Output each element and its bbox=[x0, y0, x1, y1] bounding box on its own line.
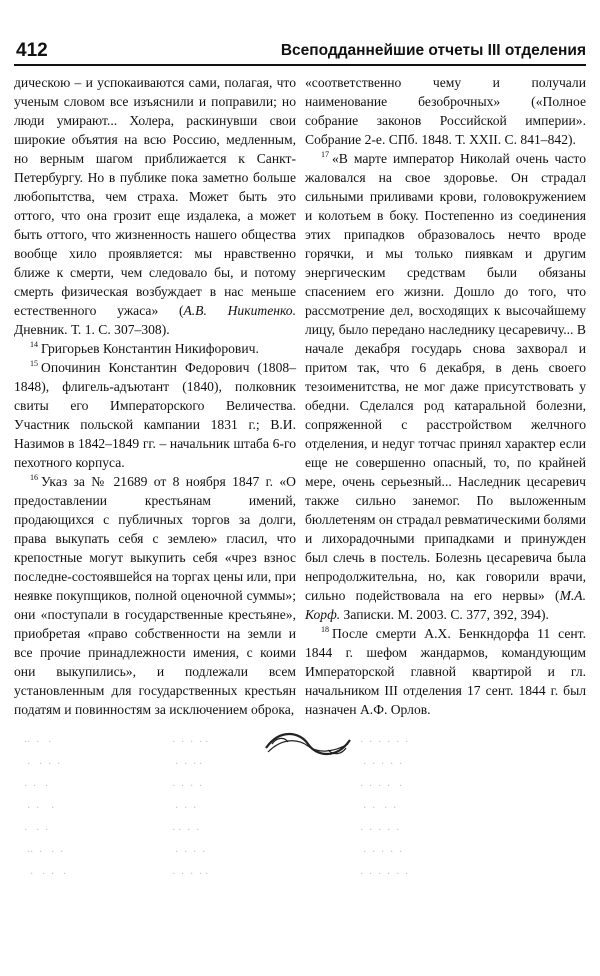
footnote-14 bbox=[14, 339, 296, 358]
right-column bbox=[305, 73, 586, 719]
footnote-number: 15 bbox=[30, 359, 38, 369]
footnote-number: 14 bbox=[30, 340, 38, 350]
footnote-15 bbox=[14, 358, 296, 472]
footnote-text: После смерти А.Х. Бенкндорфа 11 сент. 1844 г. шефом жандармов, командующим Императорской главной квартирой и гл. начальником III отделения 17 сент. 1844 г. был назначен А.Ф. Орлов. bbox=[305, 626, 586, 717]
page-number: 412 bbox=[16, 40, 48, 61]
footnote-number: 16 bbox=[30, 473, 38, 483]
footnote-text: «соответственно чему и получали наименование безоброчных» («Полное собрание законов Российской империи». Собрание 2-е. СПб. 1848. Т. XXII. С. 841–842). bbox=[305, 75, 586, 147]
bleed-through-middle: · · · · · · · · · · · · · · · · · · · · · · · · · · · · · bbox=[172, 734, 208, 880]
text-paragraph bbox=[14, 73, 296, 339]
footnote-text: «В марте император Николай очень часто жаловался на свое здоровье. Он страдал сильными приливами крови, головокружением и колотьем в боку. Постепенно из соединения этих припадков образовалось нечто вроде горячки, и мы только пиявкам и другим энергическим средствам были обязаны спасением его жизни. Дошло до того, что рассмотрение дел, восходящих к высочайшему лицу, было передано наследнику цесаревичу... В начале декабря государь снова захворал и притом так, что 6 декабря, в день своего тезоименитства, не мог даже присутствовать у обедни. Сделался род катаральной болезни, сопряженной с расстройством желчного отделения, и недуг тотчас принял характер если еще не совершенно опасный, то, по крайней мере, очень серьезный... Наследник цесаревич также сильно занемог. По выложенным бюллетеням он страдал ревматическими болями и лихорадочными припадками и принужден был слечь в постель. Болезнь цесаревича была непродолжительна, но, как говорили врачи, сильно подействовала на его нервы» ( bbox=[305, 151, 586, 603]
footnote-16-continued bbox=[305, 73, 586, 149]
citation-source: Записки. М. 2003. С. 377, 392, 394). bbox=[340, 607, 549, 622]
footnote-17 bbox=[305, 149, 586, 624]
citation-author: М.А. Корф. bbox=[305, 588, 586, 622]
footnote-number: 18 bbox=[321, 625, 329, 635]
bleed-through-right: · · · · · · · · · · · · · · · · · · · · · · · · · · · · · · · · · · · · bbox=[360, 734, 408, 880]
running-title: Всеподданнейшие отчеты III отделения bbox=[280, 42, 586, 59]
flourish-ornament-icon bbox=[262, 722, 354, 766]
footnote-text: Указ за № 21689 от 8 ноября 1847 г. «О предоставлении крестьянам имений, продающихся с публичных торгов за долги, права выкупать себя с землею» гласил, что крепостные могут выкупить себя «чрез взнос последне-состоявшейся на торгах цены или, при неявке покупщиков, полной оценочной суммы»; они «поступали в государственные крестьяне», приобретая «право собственности на земли и все прочие принадлежности имения, с коими они выкупились», и подлежали всем установленным для государственных крестьян податям и повинностям за исключением оброка, bbox=[14, 474, 296, 717]
footnote-18 bbox=[305, 624, 586, 719]
footnote-text: Опочинин Константин Федорович (1808–1848), флигель-адъютант (1840), полковник свиты его Императорского Величества. Участник польской кампании 1831 г.; В.И. Назимов в 1842–1849 гг. – начальник штаба 6-го пехотного корпуса. bbox=[14, 360, 296, 470]
paragraph-text: дическою – и успокаиваются сами, полагая, что ученым словом все изъяснили и поправили; но люди умирают... Холера, раскинувши свои широкие объятия на всю Россию, медленным, но верным шагом приближается к Санкт-Петербургу. Но в публике пока заметно больше любопытства, чем страха. Может быть это оттого, что она грозит еще издалека, а может быть оттого, что жизненность нашего общества вообще хило проявляется: мы нравственно ближе к смерти, чем следовало бы, и потому смерть физическая возбуждает в нас меньше естественного ужаса» ( bbox=[14, 75, 296, 318]
footnote-text: Григорьев Константин Никифорович. bbox=[41, 341, 259, 356]
footnote-16 bbox=[14, 472, 296, 719]
citation-author: А.В. Никитенко. bbox=[183, 303, 297, 318]
bleed-through-left: ·· · · · · · · · · · · · · · · · ·· · · · · · · · bbox=[24, 734, 66, 880]
footnote-number: 17 bbox=[321, 150, 329, 160]
citation-source: Дневник. Т. 1. С. 307–308). bbox=[14, 322, 170, 337]
page-header bbox=[14, 38, 586, 66]
left-column bbox=[14, 73, 296, 719]
